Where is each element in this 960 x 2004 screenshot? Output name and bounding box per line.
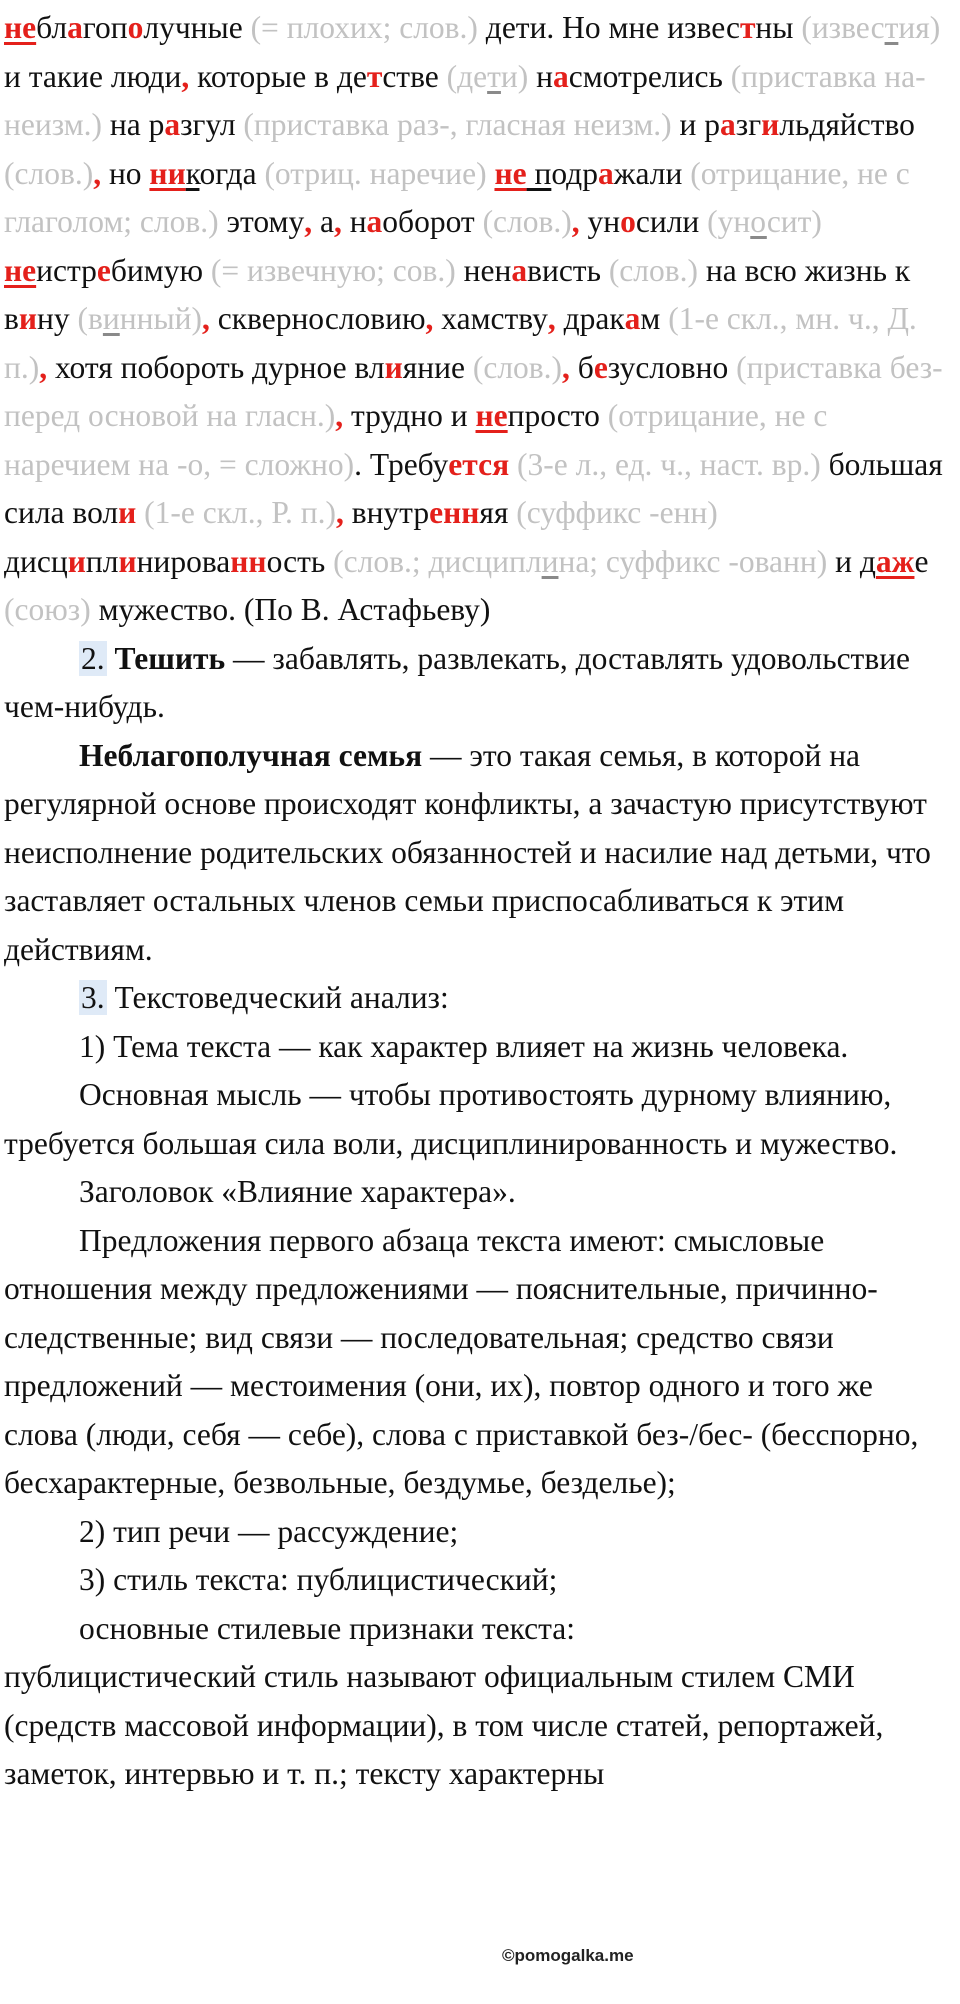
paragraph-5 (4, 1023, 954, 1072)
seg: ны (755, 10, 802, 45)
seg: хотя побороть дурное вл (47, 349, 385, 385)
seg: но (101, 155, 150, 191)
seg: оборот (382, 204, 483, 239)
seg: (извес (801, 10, 885, 45)
seg: згул (180, 107, 244, 142)
seg: сит) (766, 204, 822, 239)
seg: , (201, 301, 210, 336)
seg: (слов.; дисципл (333, 543, 542, 579)
seg: (приставка раз-, гласная неизм.) (243, 107, 672, 142)
text: 1) Тема текста — как характер влияет на жизнь человека. (79, 1028, 849, 1064)
seg: (отриц. наречие) (264, 155, 487, 191)
seg: дисц (4, 543, 68, 579)
text: 2) тип речи — рассуждение; (79, 1513, 459, 1549)
seg: б (569, 349, 594, 385)
text: Предложения первого абзаца текста имеют: смысловые отношения между предложениями — пояснительные, причинно-следственные; вид связи — последовательная; средство связи предложений — местоимения (они, их), повтор одного и того же слова (люди, себя — себе), слова с приставкой без-/бес- (бесспорно, бесхарактерные, безвольные, бездумье, безделье); (4, 1222, 919, 1500)
seg: хамству (433, 301, 548, 336)
seg: одр (551, 155, 598, 191)
seg: , (335, 495, 344, 530)
seg: и (118, 543, 137, 579)
seg: (слов.) (472, 349, 563, 385)
seg: и) (500, 58, 529, 94)
seg: . Требу (354, 446, 449, 482)
seg: н (528, 58, 553, 94)
seg: (союз) (4, 592, 91, 627)
seg: , (181, 58, 190, 94)
seg: о (620, 204, 636, 239)
seg: т (366, 58, 383, 94)
text: основные стилевые признаки текста: (79, 1610, 575, 1646)
seg: (1-е скл., Р. п.) (144, 495, 336, 530)
seg: (приставка на- неизм.) (4, 58, 926, 142)
seg: (ун (707, 204, 751, 239)
text: 3) стиль текста: публицистический; (79, 1562, 558, 1597)
seg: яние (402, 349, 473, 385)
seg: и (102, 301, 120, 336)
item-number: 3. (81, 980, 105, 1015)
seg (509, 447, 517, 482)
seg: а (312, 204, 334, 239)
seg: м (640, 301, 669, 336)
seg: ия) (898, 10, 941, 45)
seg: нный) (119, 301, 202, 336)
seg: , (333, 204, 342, 239)
seg: мужество. (По В. Астафьеву) (90, 592, 491, 627)
seg: , (571, 204, 580, 239)
paragraph-9 (4, 1508, 954, 1557)
paragraph-2 (4, 635, 954, 732)
paragraph-11 (4, 1605, 954, 1654)
seg: драк (555, 301, 625, 336)
seg: о (127, 10, 144, 45)
seg: этому (218, 204, 305, 239)
seg: смотрелись (568, 58, 731, 94)
seg: а (553, 58, 569, 94)
seg: на всю жизнь к в (4, 252, 911, 336)
seg: п (526, 155, 552, 191)
seg: а (164, 107, 181, 142)
seg: висть (527, 252, 609, 288)
seg: зг (735, 107, 762, 142)
seg: (= плохих; слов.) (250, 10, 478, 45)
section-heading: Текстоведческий анализ: (106, 980, 449, 1015)
seg: (отрицание, не с наречием на -о, = сложно) (4, 398, 828, 482)
paragraph-7 (4, 1168, 954, 1217)
seg: и (384, 349, 403, 385)
seg: к (185, 155, 200, 191)
seg: просто (507, 398, 608, 433)
seg: (3-е л., ед. ч., наст. вр.) (517, 446, 821, 482)
seg: , (547, 301, 556, 336)
paragraph-4 (4, 974, 954, 1023)
seg: сили (635, 204, 708, 239)
paragraph-3 (4, 732, 954, 975)
term: Тешить (114, 640, 226, 676)
seg: нен (455, 252, 512, 288)
seg: (1-е скл., мн. ч., Д. п.) (4, 301, 917, 385)
seg: стве (382, 58, 447, 94)
term: Неблагополучная семья (79, 737, 423, 773)
seg: енн (429, 495, 480, 530)
seg: яя (479, 495, 517, 530)
seg: не (4, 10, 37, 45)
seg: и (761, 107, 780, 142)
seg: (де (446, 58, 488, 94)
seg: а (366, 204, 383, 239)
seg: е (593, 349, 608, 385)
seg: гоп (82, 10, 128, 45)
paragraph-10 (4, 1556, 954, 1605)
seg: (слов.) (4, 155, 94, 191)
seg: бл (36, 10, 68, 45)
seg: а (511, 252, 528, 288)
paragraph-12 (4, 1653, 954, 1799)
seg: а (624, 301, 641, 336)
seg: на; суффикс -ованн) (558, 543, 828, 579)
seg: (отрицание, не с глаголом; слов.) (4, 155, 910, 239)
seg: бимую (110, 252, 211, 288)
definition: — это такая семья, в которой на регулярной основе происходят конфликты, а зачастую присутствуют неисполнение родительских обязанностей и насилие над детьми, что заставляет остальных членов семьи приспосабливаться к этим действиям. (4, 737, 931, 967)
seg: зусловно (607, 349, 737, 385)
seg: а (720, 107, 736, 142)
seg: е (96, 252, 111, 288)
seg: и (541, 543, 559, 579)
seg: и р (671, 107, 721, 142)
seg: не (494, 155, 527, 191)
seg: которые в де (189, 58, 367, 94)
seg: ну (37, 301, 78, 336)
seg: , (562, 349, 570, 385)
seg: дети. Но мне извес (477, 10, 740, 45)
seg: внутр (343, 495, 430, 530)
seg (136, 495, 144, 530)
watermark: ©pomogalka.me (502, 1946, 634, 1965)
seg: и (118, 495, 137, 530)
seg: (слов.) (608, 252, 698, 288)
seg: ость (266, 543, 334, 579)
seg: , (425, 301, 434, 336)
seg: т (884, 10, 899, 45)
seg: , (335, 398, 344, 433)
paragraph-8 (4, 1217, 954, 1508)
seg: пл (85, 543, 119, 579)
seg: н (341, 204, 367, 239)
seg: и д (827, 543, 876, 579)
seg: не (475, 398, 508, 433)
seg: трудно и (343, 398, 476, 433)
seg: (= извечную; сов.) (210, 252, 456, 288)
seg: нирова (136, 543, 231, 579)
seg: ун (579, 204, 621, 239)
seg: и (67, 543, 86, 579)
seg: (приставка без- перед основой на гласн.) (4, 349, 943, 433)
seg: нн (230, 543, 267, 579)
seg: лучные (143, 10, 251, 45)
seg: огда (199, 155, 265, 191)
seg: сквернословию (209, 301, 426, 336)
seg: а (67, 10, 83, 45)
seg: , (39, 349, 48, 385)
seg: (в (77, 301, 103, 336)
seg: аж (875, 543, 915, 579)
seg: льдяйство (779, 107, 915, 142)
seg: т (739, 10, 756, 45)
seg: т (487, 58, 501, 94)
seg: а (597, 155, 614, 191)
seg: , (93, 155, 102, 191)
seg: е (914, 543, 929, 579)
seg: (суффикс -енн) (516, 495, 718, 530)
seg: на р (102, 107, 165, 142)
seg: (слов.) (482, 204, 572, 239)
seg: ется (448, 446, 510, 482)
seg: большая сила вол (4, 446, 943, 530)
paragraph-6 (4, 1071, 954, 1168)
seg: ни (149, 155, 186, 191)
document-page (4, 4, 954, 1799)
seg: истр (36, 252, 97, 288)
seg: и такие люди (4, 58, 182, 94)
text: Основная мысль — чтобы противостоять дурному влиянию, требуется большая сила воли, дисциплинированность и мужество. (4, 1077, 898, 1161)
seg: жали (613, 155, 691, 191)
text: Заголовок «Влияние характера». (79, 1174, 516, 1209)
seg: и (18, 301, 38, 336)
item-number: 2. (81, 640, 105, 676)
definition: — забавлять, развлекать, доставлять удовольствие чем-нибудь. (4, 640, 911, 724)
paragraph-1 (4, 4, 954, 635)
text: публицистический стиль называют официальным стилем СМИ (средств массовой информации), в том числе статей, репортажей, заметок, интервью и т. п.; тексту характерны (4, 1659, 884, 1791)
seg: о (750, 204, 767, 239)
seg: не (4, 252, 37, 288)
seg: , (304, 204, 313, 239)
